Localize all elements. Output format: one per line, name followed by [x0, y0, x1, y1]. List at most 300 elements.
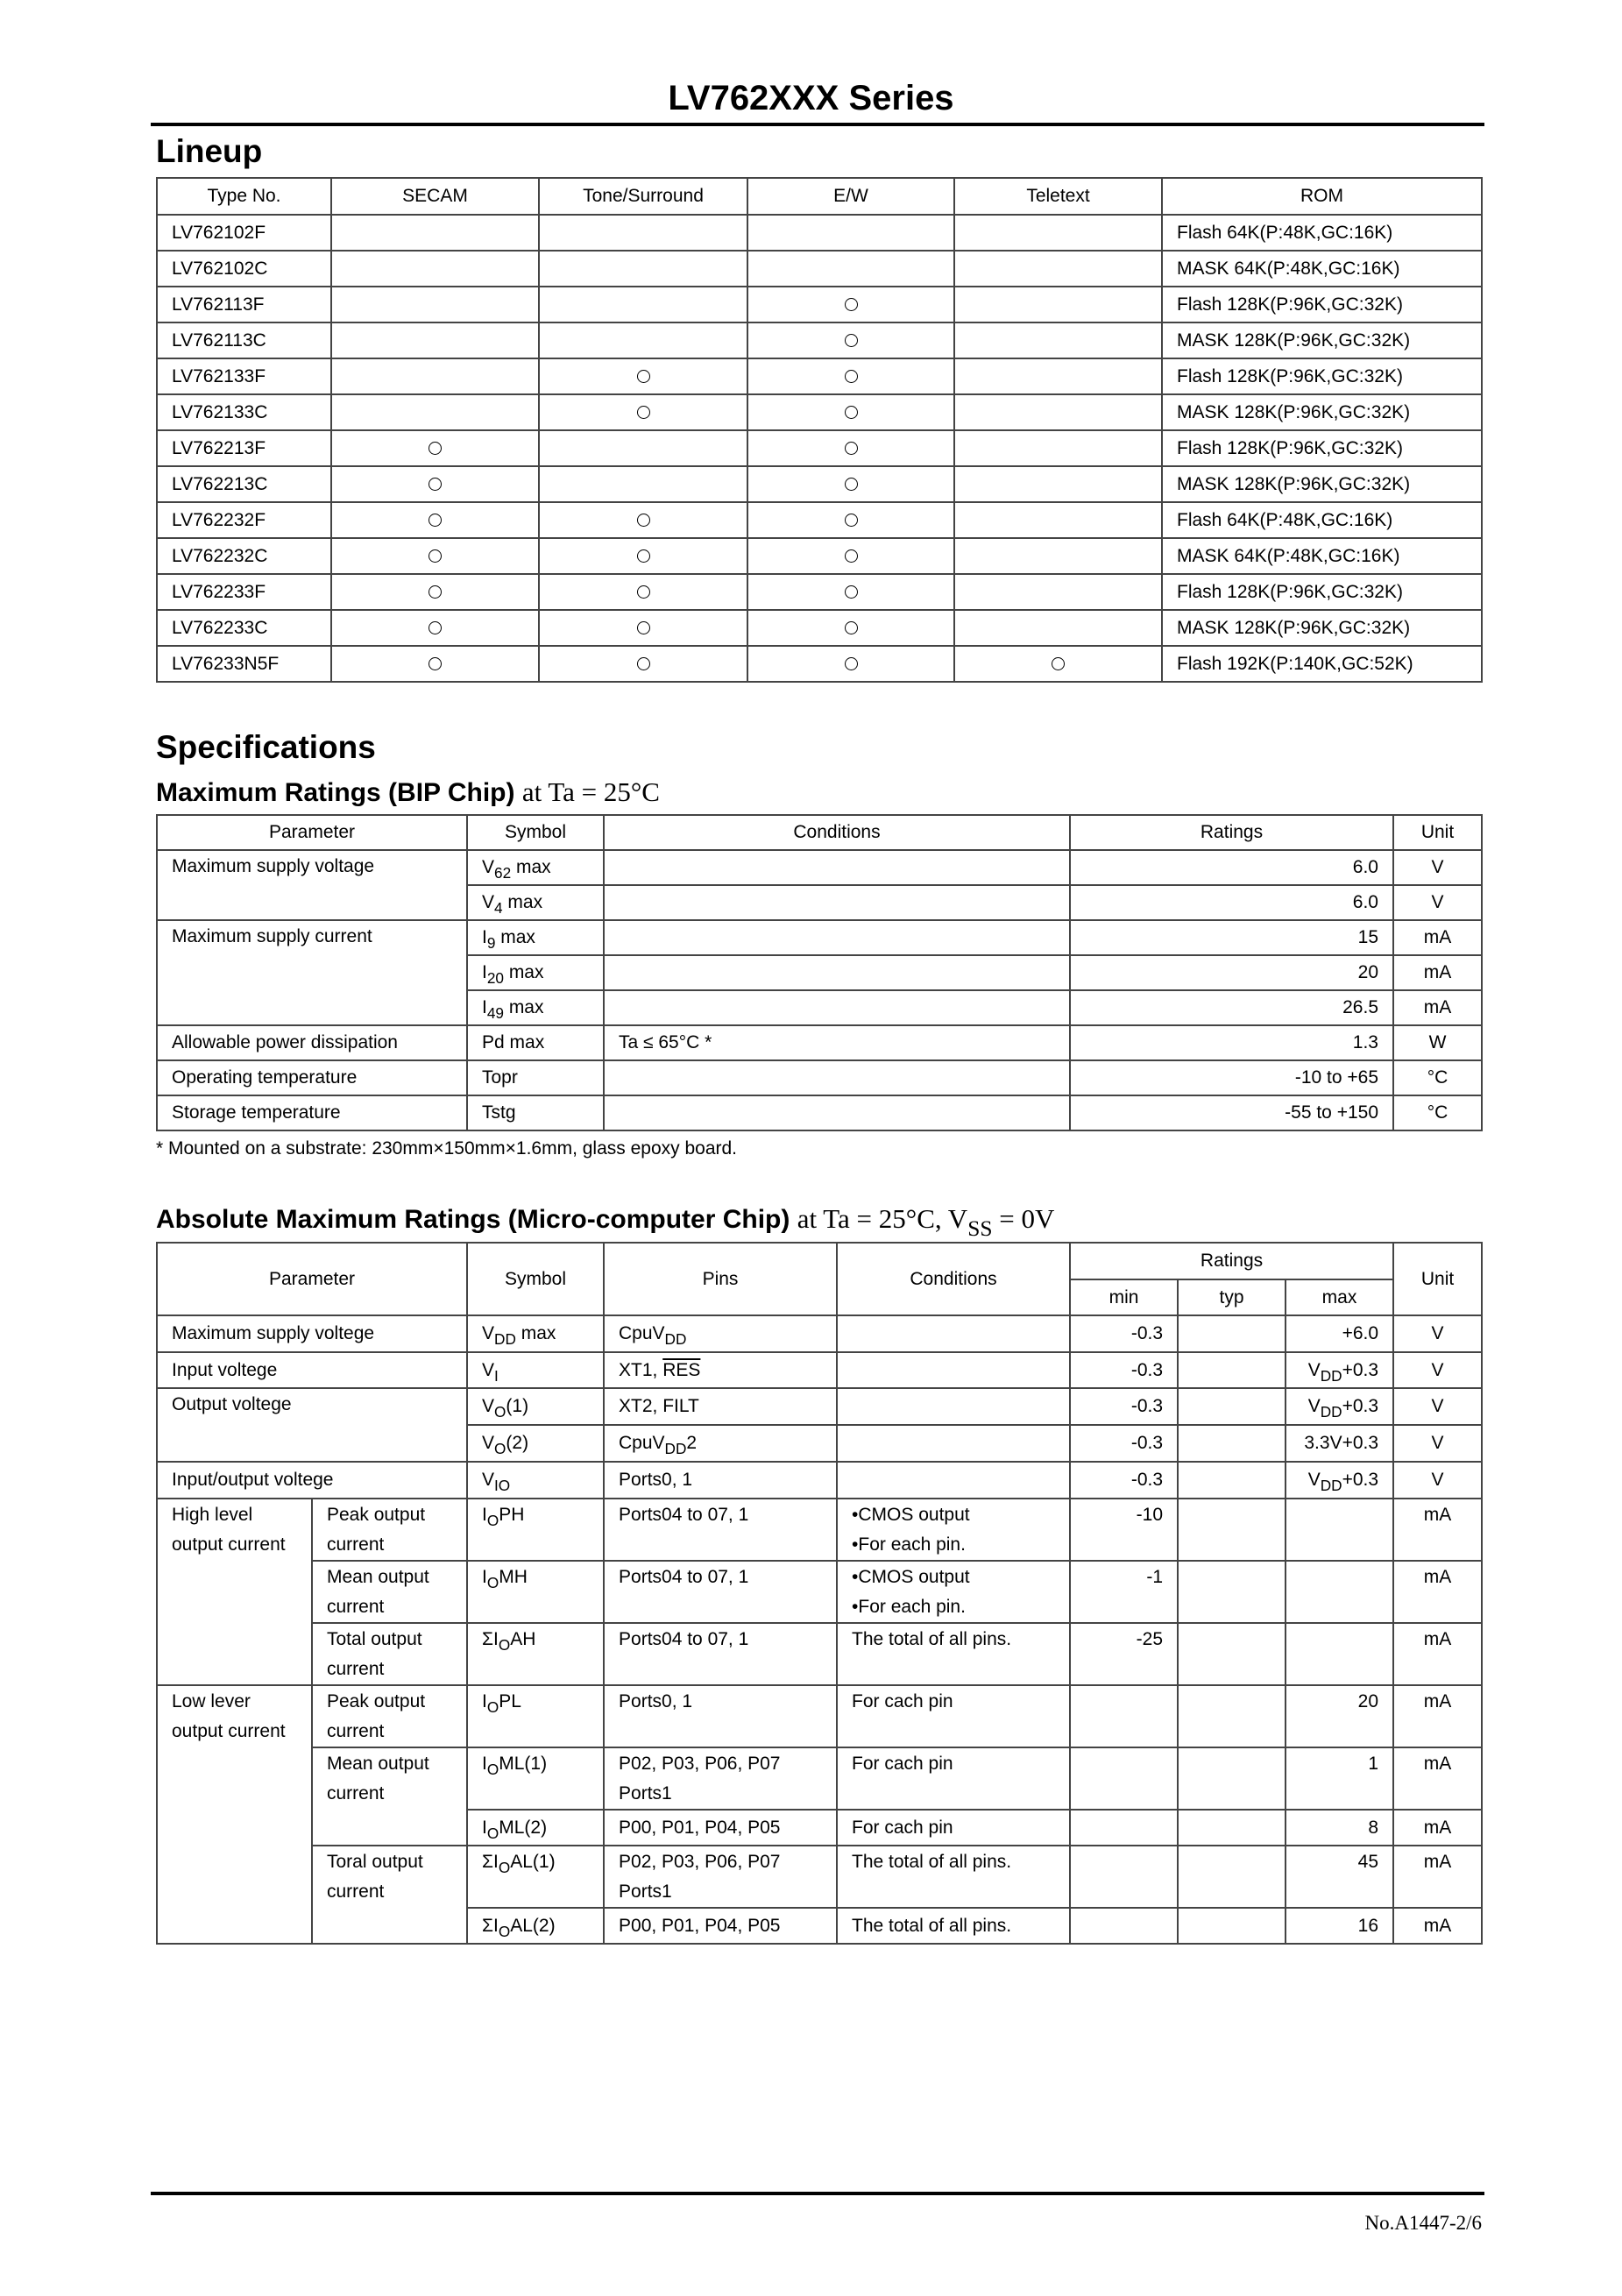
unit-cell: mA	[1393, 1810, 1482, 1846]
ew-cell	[747, 538, 954, 574]
pins-cell: Ports04 to 07, 1	[604, 1561, 837, 1623]
supported-mark-icon	[845, 585, 858, 599]
min-cell: -10	[1070, 1499, 1178, 1561]
symbol-cell: $V_O(2)$	[467, 1425, 604, 1462]
supported-mark-icon	[429, 657, 442, 670]
rom-cell: MASK 64K(P:48K,GC:16K)	[1162, 538, 1482, 574]
teletext-cell	[954, 215, 1162, 251]
max-cell: 8	[1286, 1810, 1393, 1846]
min-cell	[1070, 1846, 1178, 1908]
micro-condition: at Ta = 25°C, $V_{SS} = 0V$	[797, 1203, 1055, 1241]
table-row	[157, 322, 1482, 358]
tone-cell	[539, 322, 747, 358]
min-cell: -1	[1070, 1561, 1178, 1623]
tone-cell	[539, 215, 747, 251]
min-cell: -0.3	[1070, 1352, 1178, 1388]
rom-cell: MASK 128K(P:96K,GC:32K)	[1162, 466, 1482, 502]
table-row	[157, 538, 1482, 574]
bip-header-unit: Unit	[1393, 815, 1482, 850]
condition-cell	[837, 1462, 1070, 1499]
typ-cell	[1178, 1623, 1286, 1685]
teletext-cell	[954, 610, 1162, 646]
supported-mark-icon	[845, 514, 858, 527]
pins-cell: Ports0, 1	[604, 1685, 837, 1747]
supported-mark-icon	[845, 549, 858, 563]
col-header-type: Type No.	[157, 178, 331, 215]
type-number-cell: LV762113C	[157, 322, 331, 358]
col-header-ew: E/W	[747, 178, 954, 215]
subparam-cell: Peak output current	[312, 1685, 467, 1747]
type-number-cell: LV762232F	[157, 502, 331, 538]
bip-header-conditions: Conditions	[604, 815, 1070, 850]
micro-header-ratings: Ratings	[1070, 1243, 1393, 1279]
ew-cell	[747, 215, 954, 251]
secam-cell	[331, 646, 539, 682]
bip-condition: at Ta = 25°C	[521, 776, 660, 807]
symbol-cell: $I_OMH$	[467, 1561, 604, 1623]
rom-cell: Flash 64K(P:48K,GC:16K)	[1162, 502, 1482, 538]
supported-mark-icon	[429, 514, 442, 527]
table-row	[157, 920, 1482, 955]
min-cell	[1070, 1747, 1178, 1810]
condition-cell: •CMOS output •For each pin.	[837, 1499, 1070, 1561]
supported-mark-icon	[845, 298, 858, 311]
rating-cell: -10 to +65	[1070, 1060, 1393, 1095]
col-header-rom: ROM	[1162, 178, 1482, 215]
pins-cell: CpuV$_{DD}$2	[604, 1425, 837, 1462]
pins-cell: XT1, $\overline{RES}$	[604, 1352, 837, 1388]
symbol-cell: $I_OML(1)$	[467, 1747, 604, 1810]
supported-mark-icon	[429, 621, 442, 634]
rom-cell: Flash 64K(P:48K,GC:16K)	[1162, 215, 1482, 251]
unit-cell: mA	[1393, 1685, 1482, 1747]
typ-cell	[1178, 1747, 1286, 1810]
teletext-cell	[954, 322, 1162, 358]
unit-cell: V	[1393, 1425, 1482, 1462]
max-cell	[1286, 1561, 1393, 1623]
specifications-heading: Specifications	[156, 729, 376, 765]
subparam-cell: Mean output current	[312, 1747, 467, 1846]
unit-cell: mA	[1393, 990, 1482, 1025]
symbol-cell: $I_9$ max	[467, 920, 604, 955]
symbol-cell: $\Sigma I_OAL(1)$	[467, 1846, 604, 1908]
typ-cell	[1178, 1561, 1286, 1623]
type-number-cell: LV762113F	[157, 287, 331, 322]
ew-cell	[747, 322, 954, 358]
pins-cell: P02, P03, P06, P07 Ports1	[604, 1846, 837, 1908]
secam-cell	[331, 322, 539, 358]
rom-cell: Flash 128K(P:96K,GC:32K)	[1162, 574, 1482, 610]
bip-ratings-table	[156, 814, 1483, 1131]
micro-table-title	[156, 1202, 1055, 1241]
bip-header-symbol: Symbol	[467, 815, 604, 850]
supported-mark-icon	[637, 549, 650, 563]
param-cell: Maximum supply voltage	[157, 850, 467, 920]
max-cell: $V_{DD}+0.3$	[1286, 1388, 1393, 1425]
typ-cell	[1178, 1499, 1286, 1561]
min-cell: -0.3	[1070, 1315, 1178, 1352]
unit-cell: mA	[1393, 1846, 1482, 1908]
table-row	[157, 251, 1482, 287]
tone-cell	[539, 430, 747, 466]
param-cell: Input/output voltege	[157, 1462, 467, 1499]
header-rule	[151, 123, 1484, 126]
pins-cell: Ports04 to 07, 1	[604, 1499, 837, 1561]
supported-mark-icon	[845, 406, 858, 419]
teletext-cell	[954, 287, 1162, 322]
typ-cell	[1178, 1810, 1286, 1846]
symbol-cell: $V_{IO}$	[467, 1462, 604, 1499]
condition-cell: For cach pin	[837, 1685, 1070, 1747]
secam-cell	[331, 287, 539, 322]
teletext-cell	[954, 502, 1162, 538]
condition-cell: The total of all pins.	[837, 1908, 1070, 1944]
teletext-cell	[954, 358, 1162, 394]
teletext-cell	[954, 574, 1162, 610]
condition-cell	[837, 1352, 1070, 1388]
table-row	[157, 1315, 1482, 1352]
type-number-cell: LV762232C	[157, 538, 331, 574]
table-row	[157, 358, 1482, 394]
table-row	[157, 1623, 1482, 1685]
table-row	[157, 1747, 1482, 1810]
teletext-cell	[954, 538, 1162, 574]
lineup-body	[157, 215, 1482, 682]
min-cell: -0.3	[1070, 1462, 1178, 1499]
typ-cell	[1178, 1315, 1286, 1352]
table-row	[157, 1060, 1482, 1095]
symbol-cell: $\Sigma I_OAL(2)$	[467, 1908, 604, 1944]
secam-cell	[331, 358, 539, 394]
max-cell	[1286, 1499, 1393, 1561]
pins-cell: Ports0, 1	[604, 1462, 837, 1499]
symbol-cell: $V_4$ max	[467, 885, 604, 920]
rating-cell: 26.5	[1070, 990, 1393, 1025]
max-cell: 20	[1286, 1685, 1393, 1747]
micro-header-conditions: Conditions	[837, 1243, 1070, 1315]
supported-mark-icon	[637, 406, 650, 419]
tone-cell	[539, 574, 747, 610]
bip-table-title	[156, 776, 660, 810]
unit-cell: °C	[1393, 1060, 1482, 1095]
ew-cell	[747, 574, 954, 610]
secam-cell	[331, 502, 539, 538]
condition-cell: For cach pin	[837, 1810, 1070, 1846]
supported-mark-icon	[637, 370, 650, 383]
table-row	[157, 1462, 1482, 1499]
unit-cell: mA	[1393, 920, 1482, 955]
condition-cell	[604, 1095, 1070, 1130]
condition-cell	[837, 1315, 1070, 1352]
unit-cell: V	[1393, 1462, 1482, 1499]
max-cell	[1286, 1623, 1393, 1685]
type-number-cell: LV762233F	[157, 574, 331, 610]
supported-mark-icon	[845, 370, 858, 383]
bip-header-ratings: Ratings	[1070, 815, 1393, 850]
supported-mark-icon	[429, 478, 442, 491]
ew-cell	[747, 430, 954, 466]
table-row	[157, 394, 1482, 430]
secam-cell	[331, 466, 539, 502]
unit-cell: V	[1393, 1388, 1482, 1425]
rating-cell: 20	[1070, 955, 1393, 990]
min-cell: -0.3	[1070, 1388, 1178, 1425]
ew-cell	[747, 610, 954, 646]
type-number-cell: LV762133C	[157, 394, 331, 430]
supported-mark-icon	[845, 442, 858, 455]
bip-header-parameter: Parameter	[157, 815, 467, 850]
page-number: No.A1447-2/6	[1364, 2212, 1482, 2234]
supported-mark-icon	[429, 549, 442, 563]
table-row	[157, 430, 1482, 466]
max-cell: 3.3V+0.3	[1286, 1425, 1393, 1462]
symbol-cell: Topr	[467, 1060, 604, 1095]
min-cell	[1070, 1810, 1178, 1846]
teletext-cell	[954, 430, 1162, 466]
min-cell	[1070, 1685, 1178, 1747]
param-cell: Input voltege	[157, 1352, 467, 1388]
tone-cell	[539, 287, 747, 322]
rating-cell: -55 to +150	[1070, 1095, 1393, 1130]
rom-cell: Flash 128K(P:96K,GC:32K)	[1162, 287, 1482, 322]
ew-cell	[747, 394, 954, 430]
symbol-cell: $V_{62}$ max	[467, 850, 604, 885]
unit-cell: mA	[1393, 1499, 1482, 1561]
symbol-cell: $V_I$	[467, 1352, 604, 1388]
max-cell: 16	[1286, 1908, 1393, 1944]
table-row	[157, 215, 1482, 251]
table-row	[157, 646, 1482, 682]
rom-cell: MASK 128K(P:96K,GC:32K)	[1162, 610, 1482, 646]
max-cell: 45	[1286, 1846, 1393, 1908]
rom-cell: Flash 128K(P:96K,GC:32K)	[1162, 430, 1482, 466]
group-cell-low: Low lever output current	[157, 1685, 312, 1944]
subparam-cell: Peak output current	[312, 1499, 467, 1561]
tone-cell	[539, 502, 747, 538]
unit-cell: mA	[1393, 1623, 1482, 1685]
typ-cell	[1178, 1462, 1286, 1499]
unit-cell: mA	[1393, 1561, 1482, 1623]
condition-cell	[604, 955, 1070, 990]
tone-cell	[539, 251, 747, 287]
max-cell: +6.0	[1286, 1315, 1393, 1352]
rom-cell: Flash 128K(P:96K,GC:32K)	[1162, 358, 1482, 394]
type-number-cell: LV762233C	[157, 610, 331, 646]
condition-cell	[604, 850, 1070, 885]
table-row	[157, 466, 1482, 502]
subparam-cell: Toral output current	[312, 1846, 467, 1944]
rating-cell: 1.3	[1070, 1025, 1393, 1060]
unit-cell: mA	[1393, 955, 1482, 990]
micro-header-unit: Unit	[1393, 1243, 1482, 1315]
table-row	[157, 502, 1482, 538]
teletext-cell	[954, 646, 1162, 682]
symbol-cell: $I_OPH$	[467, 1499, 604, 1561]
teletext-cell	[954, 394, 1162, 430]
min-cell: -25	[1070, 1623, 1178, 1685]
min-cell: -0.3	[1070, 1425, 1178, 1462]
rom-cell: MASK 64K(P:48K,GC:16K)	[1162, 251, 1482, 287]
supported-mark-icon	[845, 657, 858, 670]
param-cell: Maximum supply current	[157, 920, 467, 1025]
condition-cell	[837, 1425, 1070, 1462]
secam-cell	[331, 430, 539, 466]
type-number-cell: LV762213C	[157, 466, 331, 502]
teletext-cell	[954, 466, 1162, 502]
rom-cell: MASK 128K(P:96K,GC:32K)	[1162, 394, 1482, 430]
param-cell: Allowable power dissipation	[157, 1025, 467, 1060]
condition-cell	[604, 920, 1070, 955]
symbol-cell: $V_{DD}$ max	[467, 1315, 604, 1352]
table-row	[157, 1561, 1482, 1623]
secam-cell	[331, 538, 539, 574]
supported-mark-icon	[1052, 657, 1065, 670]
symbol-cell: $I_OML(2)$	[467, 1810, 604, 1846]
symbol-cell: $I_{49}$ max	[467, 990, 604, 1025]
symbol-cell: $I_OPL$	[467, 1685, 604, 1747]
ew-cell	[747, 251, 954, 287]
subparam-cell: Total output current	[312, 1623, 467, 1685]
unit-cell: V	[1393, 1352, 1482, 1388]
micro-header-pins: Pins	[604, 1243, 837, 1315]
tone-cell	[539, 610, 747, 646]
lineup-heading: Lineup	[156, 133, 263, 169]
type-number-cell: LV76233N5F	[157, 646, 331, 682]
condition-cell	[604, 1060, 1070, 1095]
type-number-cell: LV762133F	[157, 358, 331, 394]
ew-cell	[747, 466, 954, 502]
micro-header-max: max	[1286, 1279, 1393, 1315]
supported-mark-icon	[845, 621, 858, 634]
footer-rule	[151, 2192, 1484, 2195]
rom-cell: Flash 192K(P:140K,GC:52K)	[1162, 646, 1482, 682]
tone-cell	[539, 358, 747, 394]
table-row	[157, 1499, 1482, 1561]
max-cell: $V_{DD}+0.3$	[1286, 1352, 1393, 1388]
condition-cell	[604, 885, 1070, 920]
subparam-cell: Mean output current	[312, 1561, 467, 1623]
secam-cell	[331, 610, 539, 646]
table-row	[157, 1846, 1482, 1908]
ew-cell	[747, 358, 954, 394]
table-row	[157, 287, 1482, 322]
unit-cell: °C	[1393, 1095, 1482, 1130]
rating-cell: 6.0	[1070, 885, 1393, 920]
max-cell: $V_{DD}+0.3$	[1286, 1462, 1393, 1499]
tone-cell	[539, 394, 747, 430]
condition-cell	[837, 1388, 1070, 1425]
tone-cell	[539, 538, 747, 574]
bip-footnote: * Mounted on a substrate: 230mm×150mm×1.6mm, glass epoxy board.	[156, 1138, 738, 1159]
table-row	[157, 1095, 1482, 1130]
micro-header-parameter: Parameter	[157, 1243, 467, 1315]
table-row	[157, 1025, 1482, 1060]
max-cell: 1	[1286, 1747, 1393, 1810]
micro-header-min: min	[1070, 1279, 1178, 1315]
min-cell	[1070, 1908, 1178, 1944]
table-row	[157, 1352, 1482, 1388]
secam-cell	[331, 394, 539, 430]
bip-title-text: Maximum Ratings (BIP Chip)	[156, 778, 515, 807]
condition-cell: The total of all pins.	[837, 1623, 1070, 1685]
type-number-cell: LV762213F	[157, 430, 331, 466]
condition-cell: •CMOS output •For each pin.	[837, 1561, 1070, 1623]
ew-cell	[747, 502, 954, 538]
pins-cell: Ports04 to 07, 1	[604, 1623, 837, 1685]
lineup-table	[156, 177, 1483, 683]
typ-cell	[1178, 1388, 1286, 1425]
unit-cell: V	[1393, 1315, 1482, 1352]
supported-mark-icon	[845, 334, 858, 347]
typ-cell	[1178, 1425, 1286, 1462]
condition-cell: The total of all pins.	[837, 1846, 1070, 1908]
condition-cell: Ta ≤ 65°C *	[604, 1025, 1070, 1060]
pins-cell: P00, P01, P04, P05	[604, 1908, 837, 1944]
document-title: LV762XXX Series	[668, 79, 954, 117]
rating-cell: 6.0	[1070, 850, 1393, 885]
table-row	[157, 1388, 1482, 1425]
unit-cell: W	[1393, 1025, 1482, 1060]
lineup-header-row	[157, 178, 1482, 215]
table-row	[157, 610, 1482, 646]
pins-cell: CpuV$_{DD}$	[604, 1315, 837, 1352]
rom-cell: MASK 128K(P:96K,GC:32K)	[1162, 322, 1482, 358]
typ-cell	[1178, 1846, 1286, 1908]
typ-cell	[1178, 1352, 1286, 1388]
teletext-cell	[954, 251, 1162, 287]
micro-title-text: Absolute Maximum Ratings (Micro-computer Chip)	[156, 1205, 790, 1234]
type-number-cell: LV762102F	[157, 215, 331, 251]
micro-ratings-table	[156, 1242, 1483, 1945]
micro-header-row	[157, 1243, 1482, 1279]
supported-mark-icon	[429, 442, 442, 455]
condition-cell	[604, 990, 1070, 1025]
supported-mark-icon	[429, 585, 442, 599]
pins-cell: P00, P01, P04, P05	[604, 1810, 837, 1846]
secam-cell	[331, 251, 539, 287]
micro-header-symbol: Symbol	[467, 1243, 604, 1315]
table-row	[157, 1685, 1482, 1747]
table-row	[157, 850, 1482, 885]
ew-cell	[747, 646, 954, 682]
group-cell-high: High level output current	[157, 1499, 312, 1685]
supported-mark-icon	[845, 478, 858, 491]
col-header-tone: Tone/Surround	[539, 178, 747, 215]
symbol-cell: $\Sigma I_OAH$	[467, 1623, 604, 1685]
unit-cell: mA	[1393, 1747, 1482, 1810]
unit-cell: V	[1393, 885, 1482, 920]
secam-cell	[331, 215, 539, 251]
symbol-cell: $I_{20}$ max	[467, 955, 604, 990]
symbol-cell: $V_O(1)$	[467, 1388, 604, 1425]
supported-mark-icon	[637, 514, 650, 527]
param-cell: Output voltege	[157, 1388, 467, 1462]
pins-cell: XT2, FILT	[604, 1388, 837, 1425]
supported-mark-icon	[637, 585, 650, 599]
param-cell: Operating temperature	[157, 1060, 467, 1095]
type-number-cell: LV762102C	[157, 251, 331, 287]
col-header-teletext: Teletext	[954, 178, 1162, 215]
unit-cell: V	[1393, 850, 1482, 885]
secam-cell	[331, 574, 539, 610]
param-cell: Maximum supply voltege	[157, 1315, 467, 1352]
symbol-cell: Tstg	[467, 1095, 604, 1130]
typ-cell	[1178, 1908, 1286, 1944]
col-header-secam: SECAM	[331, 178, 539, 215]
symbol-cell: Pd max	[467, 1025, 604, 1060]
typ-cell	[1178, 1685, 1286, 1747]
supported-mark-icon	[637, 621, 650, 634]
